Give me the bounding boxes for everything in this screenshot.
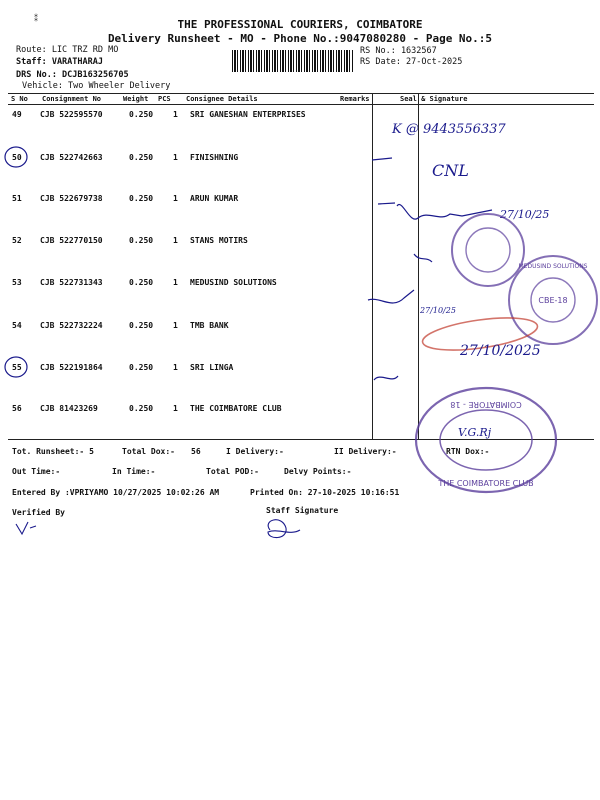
row-pcs: 1 — [173, 110, 178, 119]
handwritten-sig-56: V.G.Rj — [458, 426, 492, 439]
verified-by-label: Verified By — [12, 508, 65, 517]
company-stamp — [452, 214, 524, 286]
row-consignment: CJB 522191864 — [40, 363, 103, 372]
col-pcs: PCS — [158, 95, 171, 103]
col-consignment: Consignment No — [42, 95, 102, 103]
row-sno: 49 — [12, 110, 22, 119]
row53-signature — [368, 290, 414, 303]
verified-signature — [16, 522, 36, 534]
row-pcs: 1 — [173, 194, 178, 203]
handwritten-date-53: 27/10/25 — [420, 306, 456, 315]
row-consignee: ARUN KUMAR — [190, 194, 239, 203]
row-weight: 0.250 — [129, 236, 154, 245]
row-pcs: 1 — [173, 404, 178, 413]
row-pcs: 1 — [173, 321, 178, 330]
row50-mark — [372, 158, 392, 160]
total-pod: Total POD:- — [206, 467, 259, 476]
club-stamp-bottom: THE COIMBATORE CLUB — [438, 479, 534, 488]
corner-mark: ⁑ — [34, 14, 38, 23]
handwritten-phone: K @ 9443556337 — [392, 122, 506, 137]
delvy-points: Delvy Points:- — [284, 467, 352, 476]
staff-signature-mark — [268, 520, 300, 538]
out-time: Out Time:- — [12, 467, 61, 476]
tot-runsheet: Tot. Runsheet:- 5 — [12, 447, 94, 456]
col-consignee: Consignee Details — [186, 95, 258, 103]
col-sno: S No — [11, 95, 28, 103]
row-sno: 51 — [12, 194, 22, 203]
staff-text: Staff: VARATHARAJ — [16, 57, 103, 67]
runsheet-subtitle: Delivery Runsheet - MO - Phone No.:9047080280 - Page No.:5 — [107, 32, 493, 45]
rtn-dox: RTN Dox:- — [446, 447, 490, 456]
row-consignment: CJB 522732224 — [40, 321, 103, 330]
row-consignee: SRI LINGA — [190, 363, 234, 372]
row-weight: 0.250 — [129, 153, 154, 162]
row-consignee: SRI GANESHAN ENTERPRISES — [190, 110, 306, 119]
i-delivery: I Delivery:- — [226, 447, 284, 456]
row-sno: 53 — [12, 278, 22, 287]
row-consignment: CJB 522770150 — [40, 236, 103, 245]
staff-signature-label: Staff Signature — [266, 506, 339, 515]
company-stamp-inner — [466, 228, 510, 272]
col-seal: Seal & Signature — [400, 95, 468, 103]
total-dox-value: 56 — [191, 447, 201, 456]
handwritten-cnl: CNL — [432, 161, 469, 180]
row-consignment: CJB 81423269 — [40, 404, 98, 413]
row-sno: 56 — [12, 404, 22, 413]
row-weight: 0.250 — [129, 363, 154, 372]
drs-text: DRS No.: DCJB163256705 — [16, 70, 129, 80]
row-consignee: THE COIMBATORE CLUB — [190, 404, 282, 413]
company-title: THE PROFESSIONAL COURIERS, COIMBATORE — [177, 18, 423, 31]
row-consignment: CJB 522679738 — [40, 194, 103, 203]
row-consignee: FINISHNING — [190, 153, 239, 162]
row-sno: 54 — [12, 321, 22, 330]
row-consignee: MEDUSIND SOLUTIONS — [190, 278, 277, 287]
route-text: Route: LIC TRZ RD MO — [16, 45, 119, 55]
medusind-stamp-center: CBE-18 — [538, 296, 568, 305]
row-pcs: 1 — [173, 363, 178, 372]
entered-by: Entered By :VPRIYAMO 10/27/2025 10:02:26 AM — [12, 488, 220, 497]
handwritten-date-54: 27/10/2025 — [460, 343, 541, 359]
printed-on: Printed On: 27-10-2025 10:16:51 — [250, 488, 400, 497]
row52-mark — [414, 254, 432, 262]
row-pcs: 1 — [173, 278, 178, 287]
row-pcs: 1 — [173, 236, 178, 245]
row-weight: 0.250 — [129, 194, 154, 203]
vehicle-text: Vehicle: Two Wheeler Delivery — [22, 81, 171, 91]
row-consignment: CJB 522731343 — [40, 278, 103, 287]
club-stamp-inner — [440, 410, 532, 470]
total-dox-label: Total Dox:- — [122, 447, 175, 456]
row-consignment: CJB 522595570 — [40, 110, 103, 119]
handwritten-date-51: 27/10/25 — [500, 208, 550, 221]
medusind-stamp-text: MEDUSIND SOLUTIONS — [518, 263, 588, 270]
in-time: In Time:- — [112, 467, 156, 476]
row-weight: 0.250 — [129, 278, 154, 287]
row-consignment: CJB 522742663 — [40, 153, 103, 162]
row-sno: 52 — [12, 236, 22, 245]
circle-row-55 — [5, 357, 27, 377]
row-sno: 50 — [12, 153, 22, 162]
row-consignee: STANS MOTIRS — [190, 236, 248, 245]
club-stamp-top: COIMBATORE - 18 — [450, 400, 522, 409]
rs-date-text: RS Date: 27-Oct-2025 — [360, 57, 463, 67]
row-pcs: 1 — [173, 153, 178, 162]
rs-no-text: RS No.: 1632567 — [360, 46, 437, 56]
col-weight: Weight — [123, 95, 149, 103]
ii-delivery: II Delivery:- — [334, 447, 397, 456]
col-remarks: Remarks — [340, 95, 370, 103]
row-weight: 0.250 — [129, 321, 154, 330]
row-sno: 55 — [12, 363, 22, 372]
row-weight: 0.250 — [129, 110, 154, 119]
circle-row-50 — [5, 147, 27, 167]
row-weight: 0.250 — [129, 404, 154, 413]
row-consignee: TMB BANK — [190, 321, 229, 330]
row55-mark — [374, 376, 398, 380]
